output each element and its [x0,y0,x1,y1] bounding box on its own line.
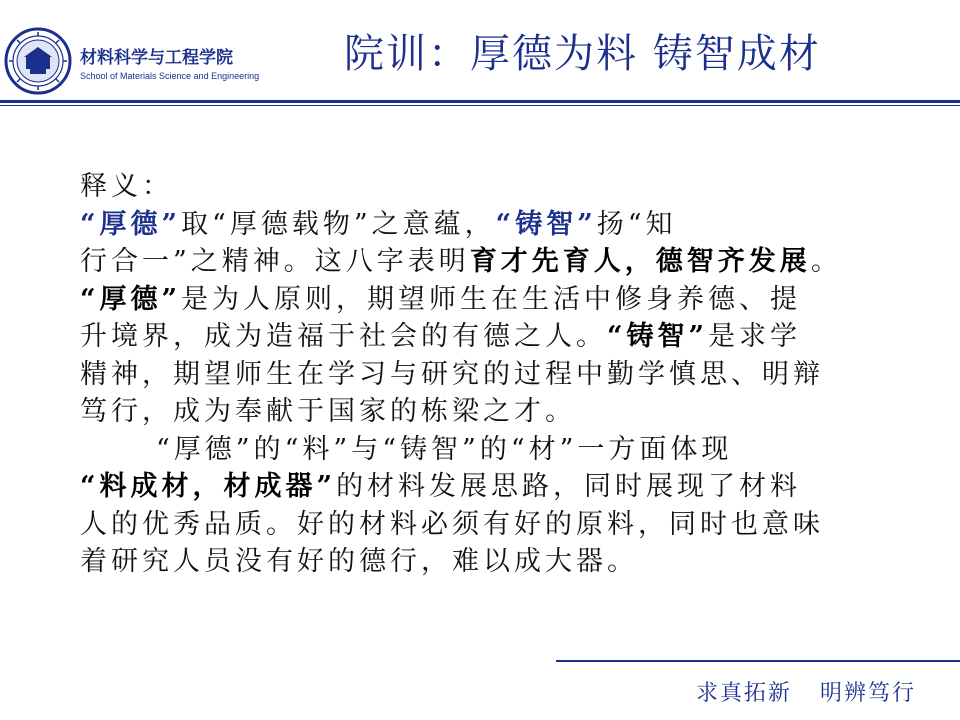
school-name-cn: 材料科学与工程学院 [80,48,233,68]
body-text: 的材料发展思路，同时展现了材料 [336,471,802,502]
text-line [80,206,900,244]
header-divider-thin [0,105,960,106]
highlight-term: “铸智” [495,208,597,240]
school-name-en: School of Materials Science and Engineering [80,71,260,81]
body-text: 笃行，成为奉献于国家的栋梁之才。 [80,396,576,427]
footer-divider [556,660,960,662]
motto-part-2: 明辨笃行 [820,681,917,706]
explanation-label: 释义： [80,171,173,202]
body-text: 行合一”之精神。这八字表明 [80,246,470,277]
body-text: 人的优秀品质。好的材料必须有好的原料，同时也意味 [80,508,824,540]
text-line [80,543,900,581]
body-text: “厚德”的“料”与“铸智”的“材”一方面体现 [156,433,733,465]
emphasis-text: “厚德” [80,283,182,315]
explanation-lines [80,206,900,581]
body-text: 。 [810,246,842,277]
text-line [80,356,900,394]
page-title: 院训：厚德为料 铸智成材 [344,31,821,77]
body-text: 是为人原则，期望师生在生活中修身养德、提 [181,283,802,315]
body-text: 是求学 [708,321,802,352]
header-divider [0,100,960,103]
text-line [80,243,900,281]
emphasis-text: 育才先育人，德智齐发展 [469,246,811,277]
explanation-text [80,168,900,581]
motto [696,676,916,707]
body-text: 扬“知 [596,208,677,240]
body-text: 取“厚德载物”之意蕴， [181,208,496,240]
emphasis-text: “铸智” [607,321,709,352]
university-seal-icon [4,27,72,95]
body-text: 精神，期望师生在学习与研究的过程中勤学慎思、明辩 [80,358,824,390]
text-line [80,431,900,469]
text-line [80,506,900,544]
highlight-term: “厚德” [80,208,182,240]
text-line [80,468,900,506]
body-text: 着研究人员没有好的德行，难以成大器。 [80,546,638,577]
motto-part-1: 求真拓新 [696,681,793,706]
text-line [80,393,900,431]
text-line [80,281,900,319]
emphasis-text: “料成材，材成器” [80,471,337,502]
school-name [80,48,259,81]
text-line [80,318,900,356]
body-text: 升境界，成为造福于社会的有德之人。 [80,321,607,352]
